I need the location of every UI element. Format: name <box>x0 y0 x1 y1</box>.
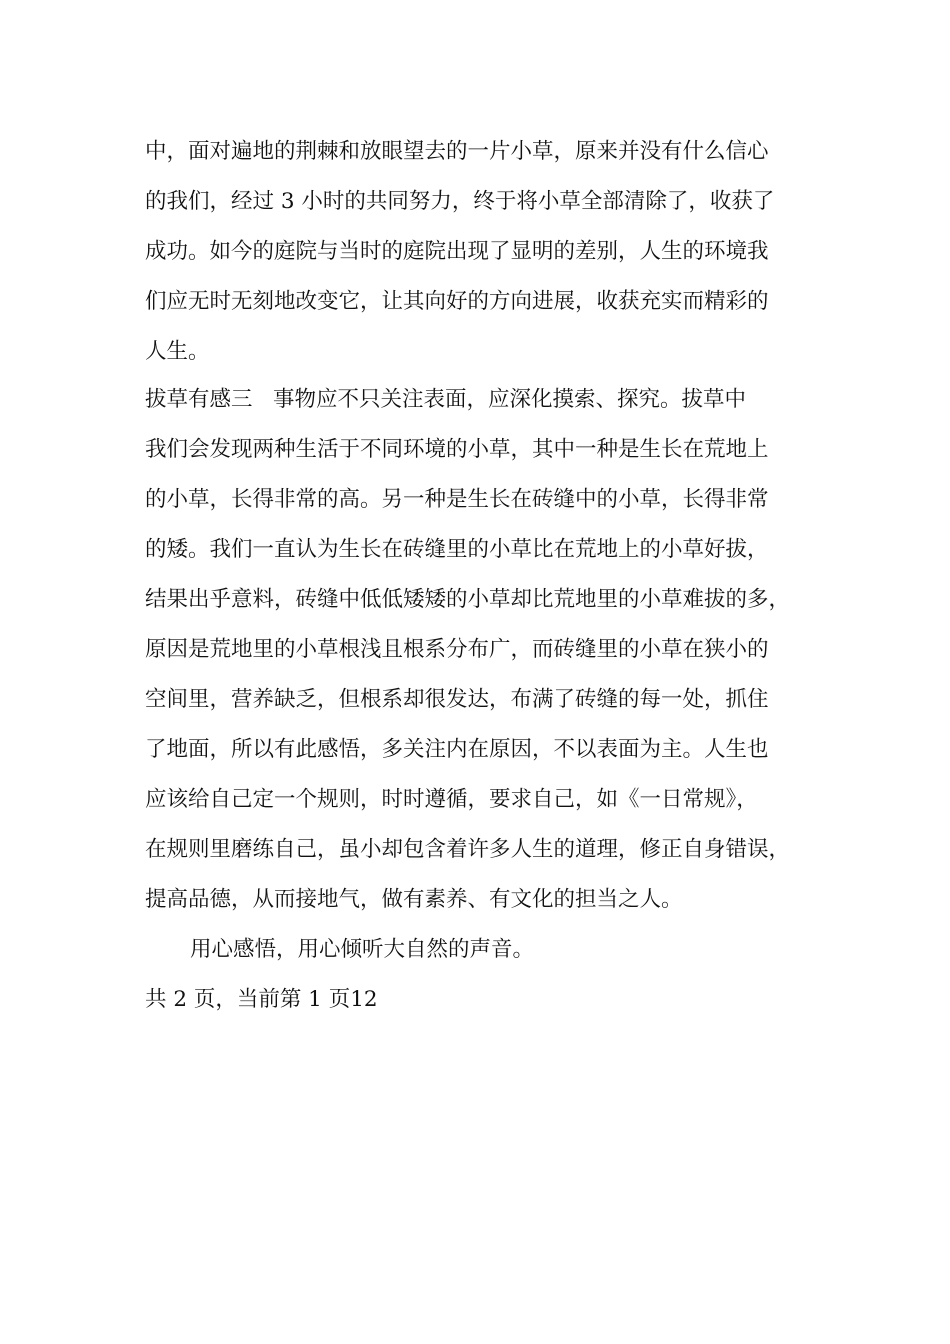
page-link-2[interactable]: 2 <box>363 987 378 1012</box>
paragraph-line: 在规则里磨练自己，虽小却包含着许多人生的道理，修正自身错误， <box>145 837 791 862</box>
paragraph-line: 原因是荒地里的小草根浅且根系分布广，而砖缝里的小草在狭小的 <box>145 637 769 662</box>
paragraph-line: 提高品德，从而接地气，做有素养、有文化的担当之人。 <box>145 887 683 912</box>
paragraph-line: 的小草，长得非常的高。另一种是生长在砖缝中的小草，长得非常 <box>145 487 769 512</box>
paragraph-line: 人生。 <box>145 339 210 364</box>
paragraph-line: 成功。如今的庭院与当时的庭院出现了显明的差别，人生的环境我 <box>145 239 769 264</box>
closing-line: 用心感悟，用心倾听大自然的声音。 <box>190 937 535 962</box>
section-three-first-line <box>145 386 746 414</box>
page-link-1[interactable]: 1 <box>350 987 364 1012</box>
pagination <box>145 986 378 1014</box>
section-heading: 拔草有感三 <box>145 387 253 412</box>
paragraph-line: 了地面，所以有此感悟，多关注内在原因，不以表面为主。人生也 <box>145 737 769 762</box>
paragraph-line: 中，面对遍地的荆棘和放眼望去的一片小草，原来并没有什么信心 <box>145 139 769 164</box>
paragraph-line: 们应无时无刻地改变它，让其向好的方向进展，收获充实而精彩的 <box>145 289 769 314</box>
pagination-summary: 共 2 页，当前第 1 页 <box>145 987 351 1012</box>
paragraph-line: 的矮。我们一直认为生长在砖缝里的小草比在荒地上的小草好拔， <box>145 537 769 562</box>
section-first-line-text: 事物应不只关注表面，应深化摸索、探究。拔草中 <box>273 387 747 412</box>
paragraph-line: 我们会发现两种生活于不同环境的小草，其中一种是生长在荒地上 <box>145 437 769 462</box>
paragraph-line: 应该给自己定一个规则，时时遵循，要求自己，如《一日常规》， <box>145 787 758 812</box>
paragraph-line: 结果出乎意料，砖缝中低低矮矮的小草却比荒地里的小草难拔的多， <box>145 587 791 612</box>
paragraph-line: 的我们，经过 3 小时的共同努力，终于将小草全部清除了，收获了 <box>145 189 775 214</box>
paragraph-line: 空间里，营养缺乏，但根系却很发达，布满了砖缝的每一处，抓住 <box>145 687 769 712</box>
